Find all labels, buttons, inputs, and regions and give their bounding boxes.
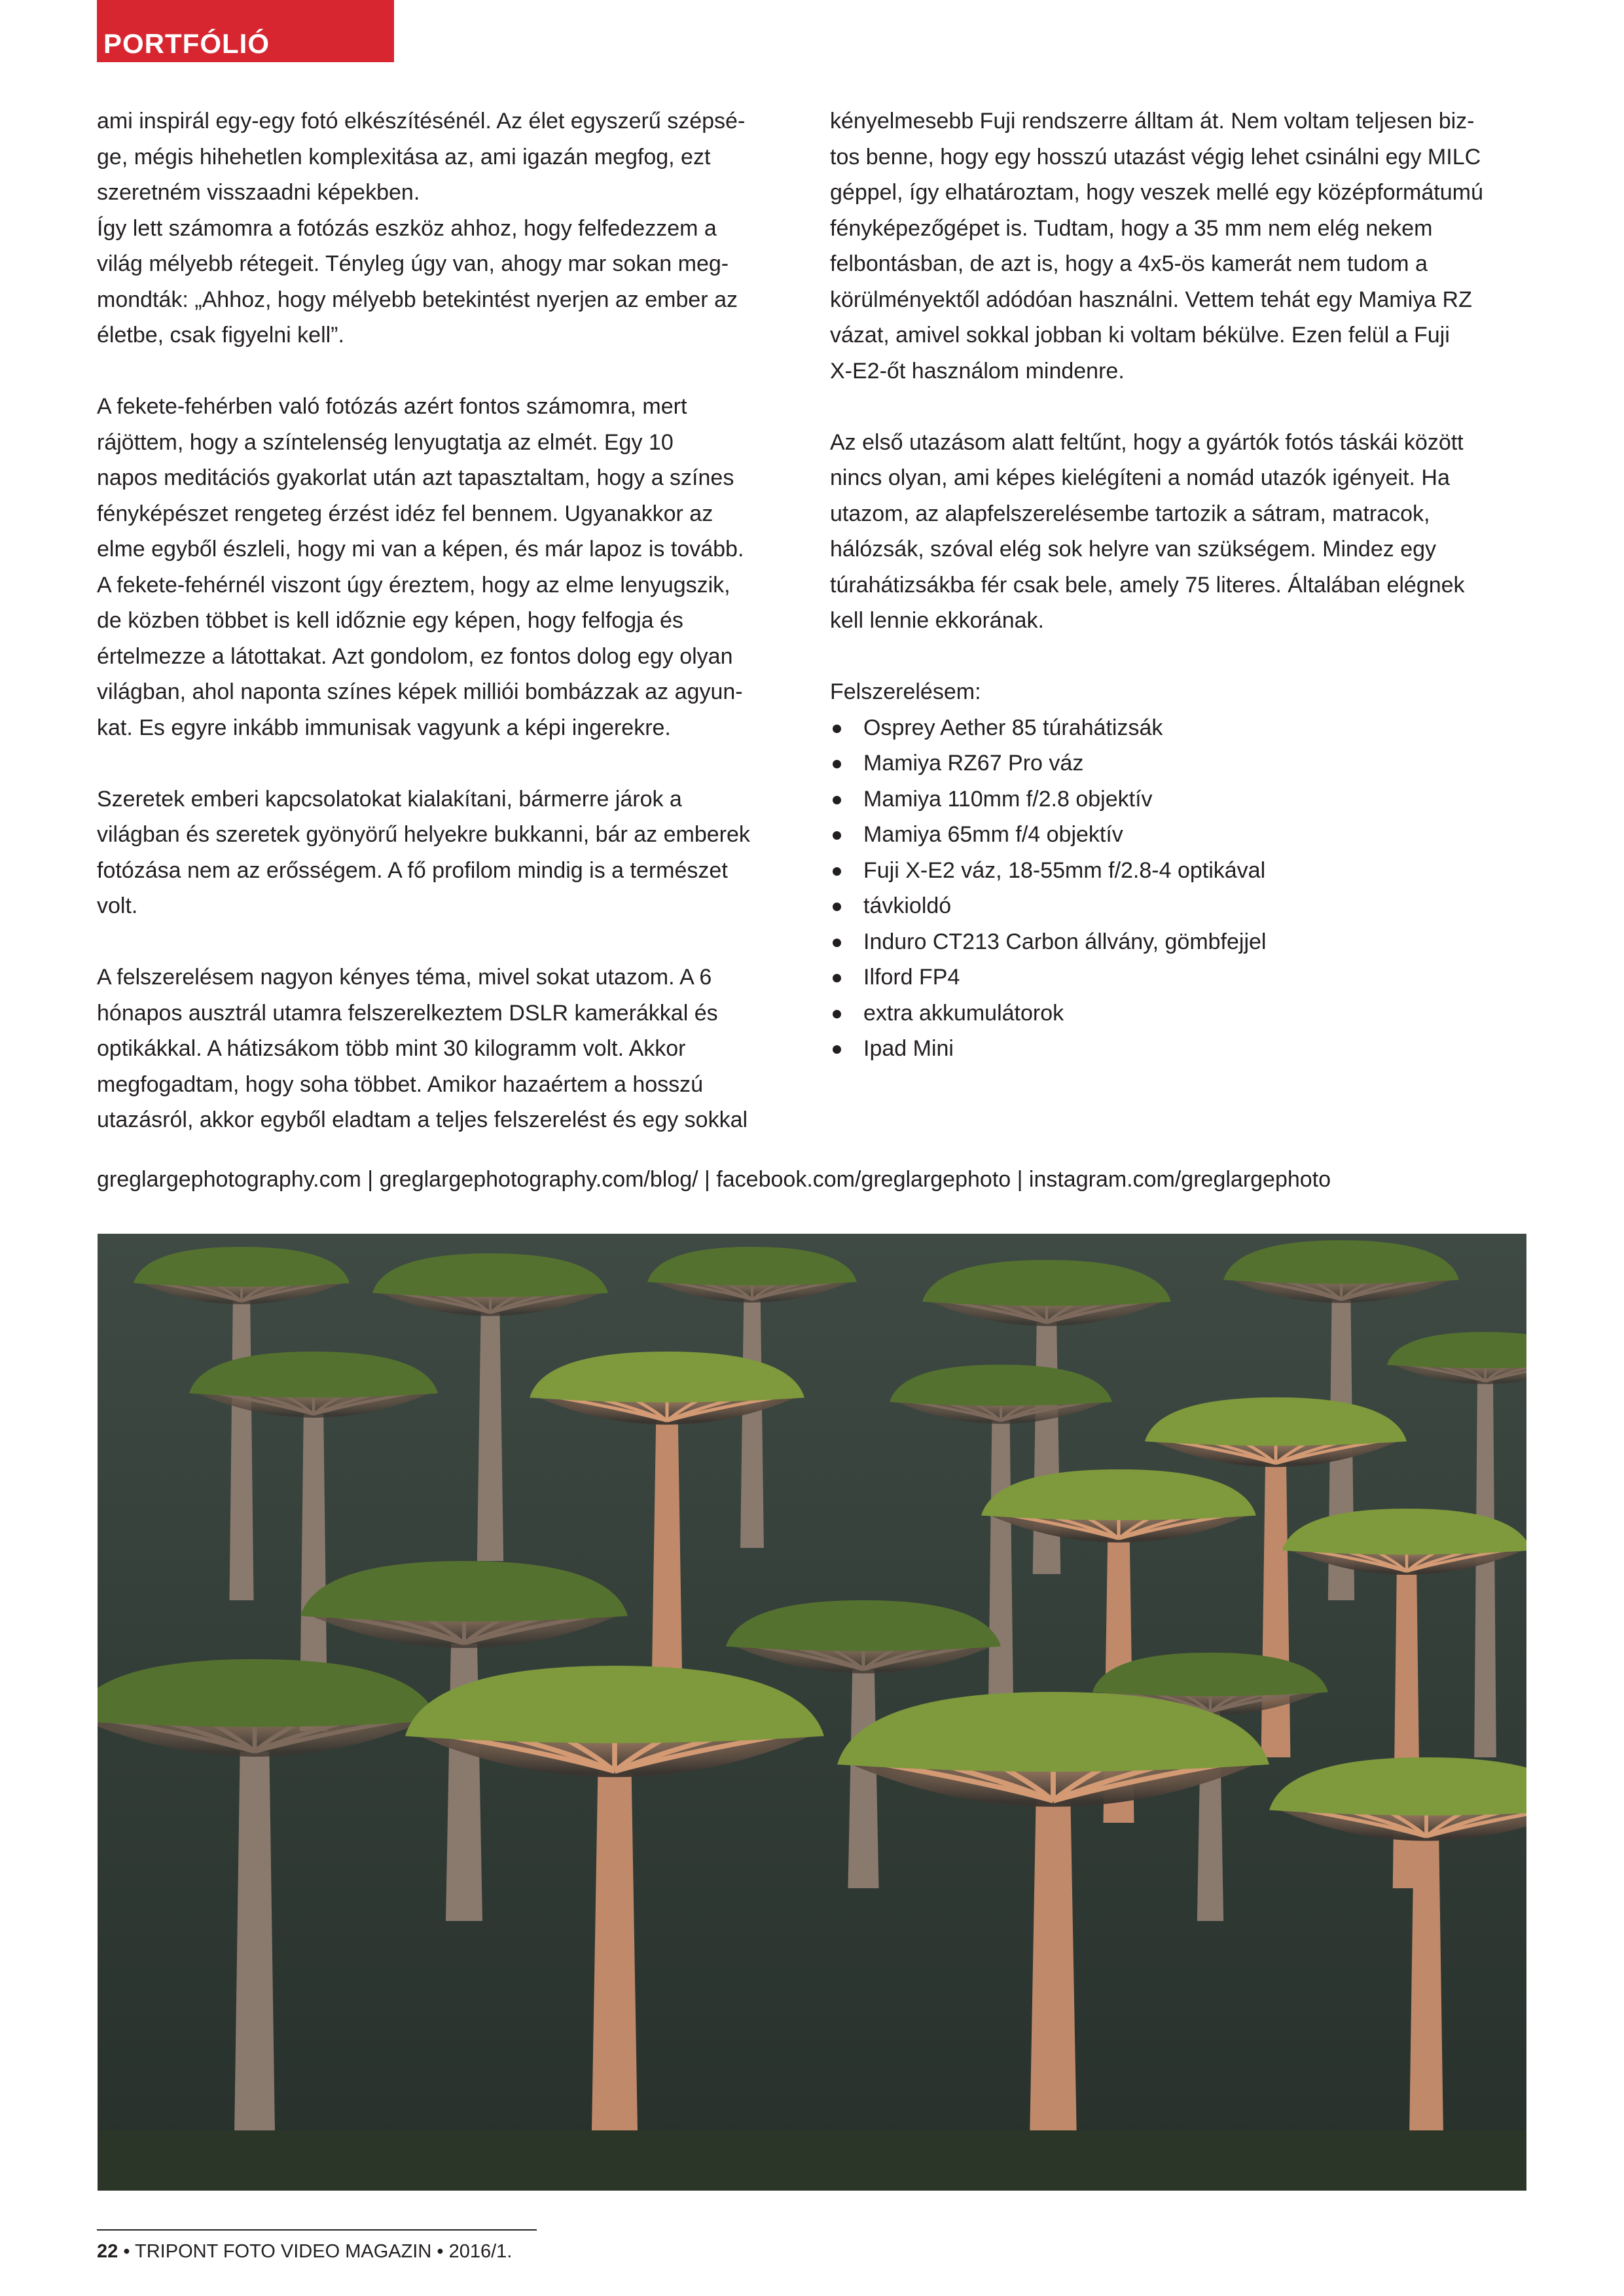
gear-item: Osprey Aether 85 túrahátizsák xyxy=(830,710,1529,746)
paragraph-gap xyxy=(97,924,789,960)
gear-item: Fuji X-E2 váz, 18-55mm f/2.8-4 optikával xyxy=(830,853,1529,889)
text-line: világban és szeretek gyönyörű helyekre bukkanni, bár az emberek xyxy=(97,822,750,847)
text-line: Így lett számomra a fotózás eszköz ahhoz, hogy felfedezzem a xyxy=(97,215,717,241)
text-line: hálózsák, szóval elég sok helyre van szükségem. Mindez egy xyxy=(830,537,1437,562)
right-text-column xyxy=(830,103,1529,1067)
text-line: ami inspirál egy-egy fotó elkészítésénél. Az élet egyszerű szépsé- xyxy=(97,109,746,134)
text-line: értelmezze a látottakat. Azt gondolom, ez fontos dolog egy olyan xyxy=(97,643,733,669)
page-number: 22 xyxy=(97,2241,118,2262)
text-line: X-E2-őt használom mindenre. xyxy=(830,358,1125,384)
text-line: fényképezőgépet is. Tudtam, hogy a 35 mm nem elég nekem xyxy=(830,215,1433,241)
text-line: géppel, így elhatároztam, hogy veszek mellé egy középformátumú xyxy=(830,180,1483,205)
text-line: tos benne, hogy egy hosszú utazást végig lehet csinálni egy MILC xyxy=(830,144,1481,170)
photo-ground xyxy=(98,2130,1526,2191)
text-line: kényelmesebb Fuji rendszerre álltam át. Nem voltam teljesen biz- xyxy=(830,109,1475,134)
text-line: A fekete-fehérnél viszont úgy éreztem, hogy az elme lenyugszik, xyxy=(97,572,731,598)
paragraph-gap xyxy=(97,745,789,781)
text-line: Az első utazásom alatt feltűnt, hogy a gyártók fotós táskái között xyxy=(830,429,1464,455)
text-line: világban, ahol naponta színes képek milliói bombázzak az agyun- xyxy=(97,679,743,704)
gear-item: Ilford FP4 xyxy=(830,960,1529,996)
text-line: A felszerelésem nagyon kényes téma, mivel sokat utazom. A 6 xyxy=(97,965,712,990)
left-text-column xyxy=(97,103,789,1138)
text-line: napos meditációs gyakorlat után azt tapasztaltam, hogy a színes xyxy=(97,465,734,490)
gear-item: Mamiya 65mm f/4 objektív xyxy=(830,817,1529,853)
text-line: fényképészet rengeteg érzést idéz fel bennem. Ugyanakkor az xyxy=(97,501,713,526)
text-line: rájöttem, hogy a színtelenség lenyugtatja az elmét. Egy 10 xyxy=(97,429,674,455)
text-line: volt. xyxy=(97,893,138,918)
footer-rule xyxy=(97,2229,537,2231)
paragraph-gap xyxy=(830,389,1529,425)
gear-item: Mamiya RZ67 Pro váz xyxy=(830,745,1529,781)
text-line: felbontásban, de azt is, hogy a 4x5-ös kamerát nem tudom a xyxy=(830,251,1428,276)
text-line: túrahátizsákba fér csak bele, amely 75 literes. Általában elégnek xyxy=(830,572,1465,598)
gear-item: Mamiya 110mm f/2.8 objektív xyxy=(830,781,1529,817)
gear-item: Ipad Mini xyxy=(830,1031,1529,1067)
text-line: kell lennie ekkorának. xyxy=(830,608,1044,633)
text-line: utazom, az alapfelszerelésembe tartozik a sátram, matracok, xyxy=(830,501,1430,526)
text-line: ge, mégis hihehetlen komplexitása az, ami igazán megfog, ezt xyxy=(97,144,711,170)
text-line: fotózása nem az erősségem. A fő profilom mindig is a természet xyxy=(97,857,728,883)
gear-heading: Felszerelésem: xyxy=(830,679,981,704)
page-footer xyxy=(97,2238,512,2265)
text-line: hónapos ausztrál utamra felszerelkeztem DSLR kamerákkal és xyxy=(97,1000,718,1026)
gear-item: Induro CT213 Carbon állvány, gömbfejjel xyxy=(830,924,1529,960)
text-line: vázat, amivel sokkal jobban ki voltam békülve. Ezen felül a Fuji xyxy=(830,323,1450,348)
text-line: szeretném visszaadni képekben. xyxy=(97,180,420,205)
text-line: megfogadtam, hogy soha többet. Amikor hazaértem a hosszú xyxy=(97,1071,704,1097)
paragraph-gap xyxy=(97,353,789,389)
text-line: körülményektől adódóan használni. Vettem tehát egy Mamiya RZ xyxy=(830,287,1472,312)
text-line: mondták: „Ahhoz, hogy mélyebb betekintést nyerjen az ember az xyxy=(97,287,738,312)
paragraph-gap xyxy=(830,639,1529,675)
text-line: de közben többet is kell időznie egy képen, hogy felfogja és xyxy=(97,608,683,633)
gear-item: extra akkumulátorok xyxy=(830,996,1529,1031)
text-line: kat. Es egyre inkább immunisak vagyunk a képi ingerekre. xyxy=(97,715,671,740)
text-line: Szeretek emberi kapcsolatokat kialakítani, bármerre járok a xyxy=(97,786,682,812)
text-line: életbe, csak figyelni kell”. xyxy=(97,323,344,348)
section-label: PORTFÓLIÓ xyxy=(97,0,394,62)
text-line: világ mélyebb rétegeit. Tényleg úgy van, ahogy mar sokan meg- xyxy=(97,251,729,276)
web-links: greglargephotography.com | greglargephotography.com/blog/ | facebook.com/greglargephoto | instagram.com/greglargephoto xyxy=(97,1167,1331,1192)
gear-list xyxy=(830,710,1529,1067)
text-line: utazásról, akkor egyből eladtam a teljes felszerelést és egy sokkal xyxy=(97,1107,748,1132)
publication-info: • TRIPONT FOTO VIDEO MAGAZIN • 2016/1. xyxy=(118,2241,513,2262)
gear-item: távkioldó xyxy=(830,888,1529,924)
text-line: A fekete-fehérben való fotózás azért fontos számomra, mert xyxy=(97,394,687,419)
dragon-tree-forest-photo xyxy=(98,1234,1526,2191)
text-line: nincs olyan, ami képes kielégíteni a nomád utazók igényeit. Ha xyxy=(830,465,1450,490)
text-line: optikákkal. A hátizsákom több mint 30 kilogramm volt. Akkor xyxy=(97,1036,686,1061)
text-line: elme egyből észleli, hogy mi van a képen, és már lapoz is tovább. xyxy=(97,537,744,562)
